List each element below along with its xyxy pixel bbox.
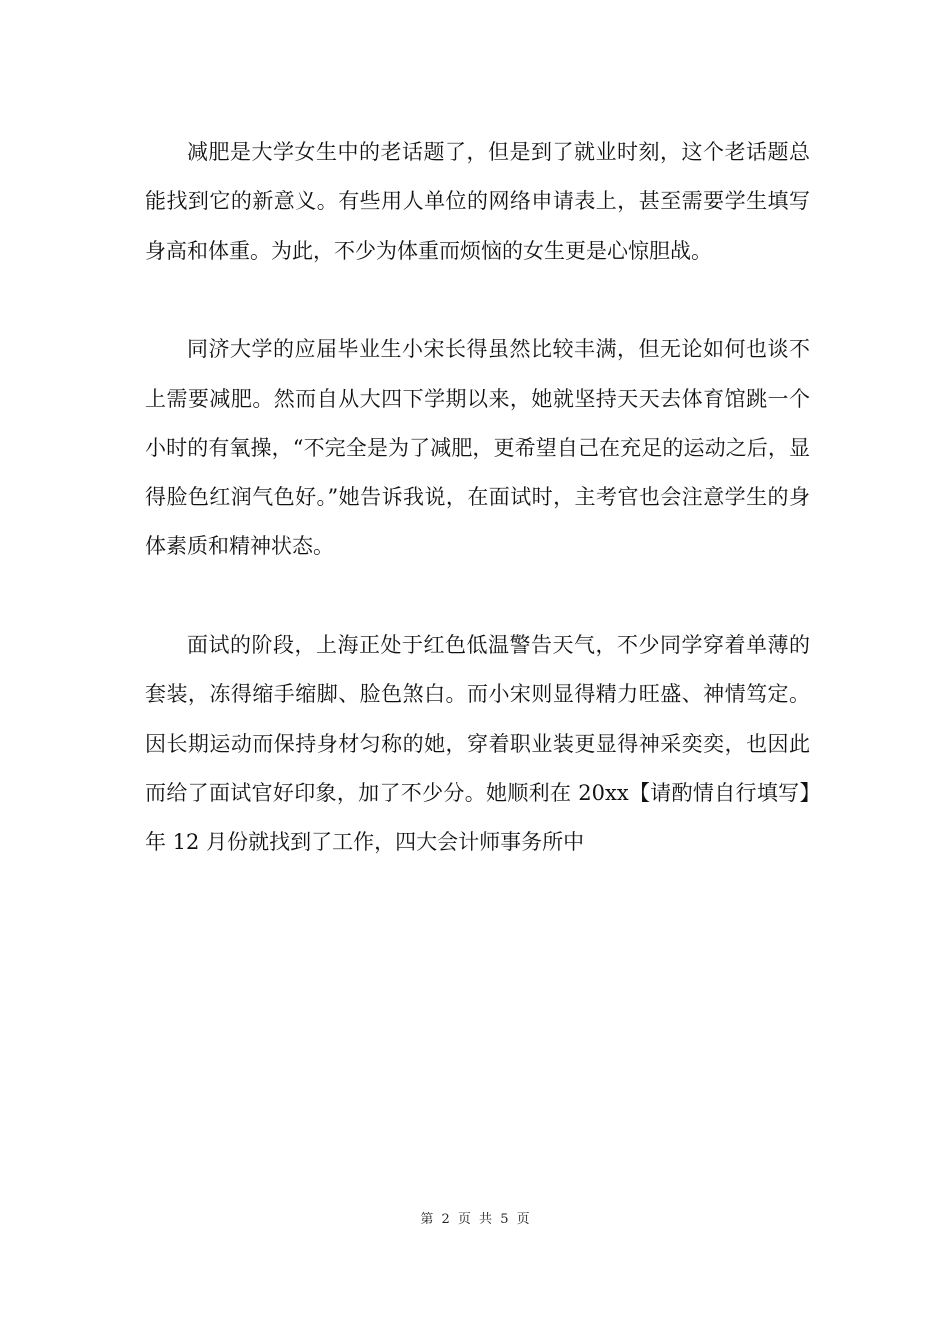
document-body xyxy=(145,128,810,868)
paragraph: 减肥是大学女生中的老话题了，但是到了就业时刻，这个老话题总能找到它的新意义。有些用人单位的网络申请表上，甚至需要学生填写身高和体重。为此，不少为体重而烦恼的女生更是心惊胆战。 xyxy=(145,140,810,263)
page-number-footer: 第 2 页 共 5 页 xyxy=(420,1212,530,1227)
paragraph: 同济大学的应届毕业生小宋长得虽然比较丰满，但无论如何也谈不上需要减肥。然而自从大四下学期以来，她就坚持天天去体育馆跳一个小时的有氧操，“不完全是为了减肥，更希望自己在充足的运动之后，显得脸色红润气色好。”她告诉我说，在面试时，主考官也会注意学生的身体素质和精神状态。 xyxy=(145,337,810,559)
paragraph: 面试的阶段，上海正处于红色低温警告天气，不少同学穿着单薄的套装，冻得缩手缩脚、脸色煞白。而小宋则显得精力旺盛、神情笃定。因长期运动而保持身材匀称的她，穿着职业装更显得神采奕奕，也因此而给了面试官好印象，加了不少分。她顺利在 20xx【请酌情自行填写】年 12 月份就找到了工作，四大会计师事务所中 xyxy=(145,633,810,855)
